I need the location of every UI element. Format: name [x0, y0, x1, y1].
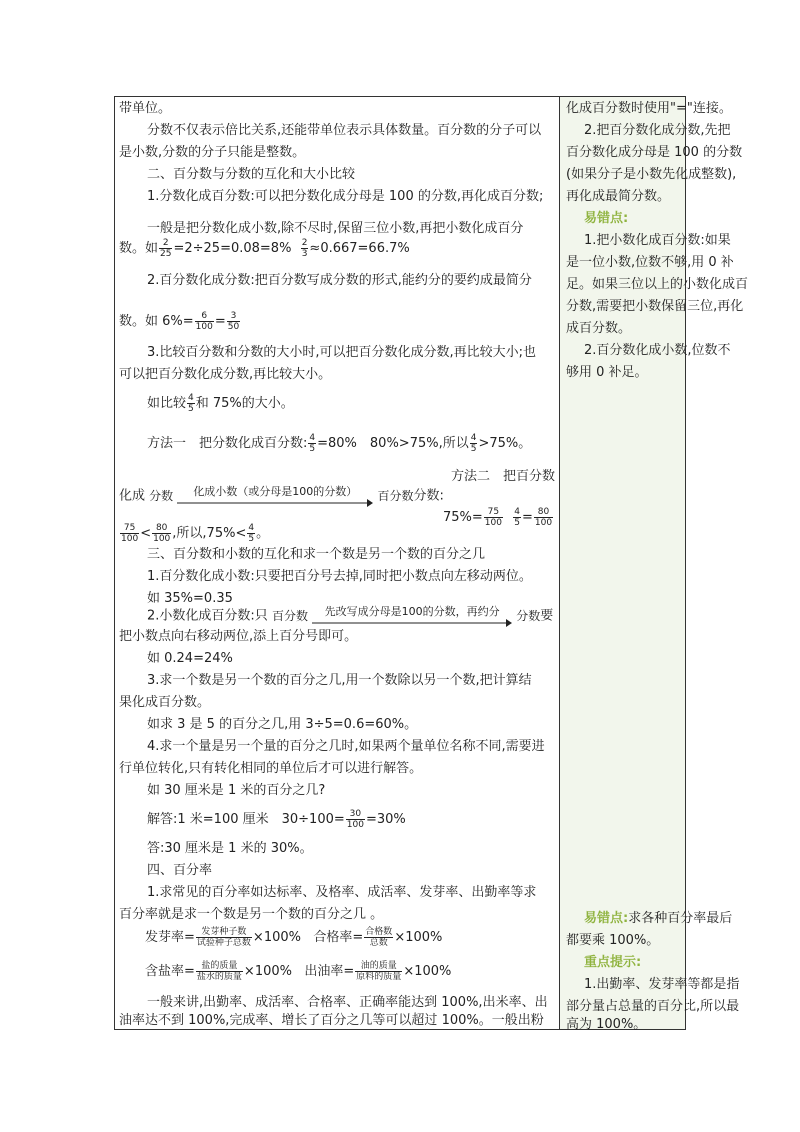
- text-line: 1.求常见的百分率如达标率、及格率、成活率、发芽率、出勤率等求: [147, 885, 537, 900]
- section-heading: 二、百分数与分数的互化和大小比较: [147, 167, 356, 182]
- text-line: 方法二 把百分数: [450, 469, 555, 484]
- text-line: 3.求一个数是另一个数的百分之几,用一个数除以另一个数,把计算结: [147, 673, 532, 688]
- note-line: 2.把百分数化成分数,先把: [584, 123, 731, 138]
- text-line: 2.小数化成百分数:只 百分数 先改写成分母是100的分数，再约分 分数要: [119, 605, 553, 627]
- text-line: 解答:1 米=100 厘米 30÷100= $\frac{30}{100}$ =30%: [147, 809, 406, 830]
- fraction: $\frac{75}{100}$: [484, 507, 502, 528]
- text-line: 果化成百分数。: [119, 695, 211, 710]
- conversion-arrow: 先改写成分母是100的分数，再约分: [312, 605, 512, 627]
- content-table: [114, 96, 749, 1032]
- text-line: 是小数,分数的分子只能是整数。: [119, 145, 306, 160]
- text-line: 数。如 6%= $\frac{6}{100}$ = $\frac{3}{50}$: [119, 311, 240, 332]
- arrow-target: 分数: [516, 609, 541, 623]
- text-line: 方法一 把分数化成百分数: $\frac{4}{5}$ =80% 80%>75%,所以 $\frac{4}{5}$ >75%。: [147, 433, 532, 454]
- note-heading: 易错点:: [584, 211, 629, 226]
- side-notes: [560, 97, 749, 1032]
- fraction: $\frac{4}{5}$: [248, 523, 255, 544]
- right-arrow-icon: [177, 499, 373, 507]
- formula-line: 发芽率= $\frac{\text{发芽种子数}}{\text{试验种子总数}}$ ×100% 合格率= $\frac{\text{合格数}}{\text{总数}}$ ×100%: [145, 927, 443, 948]
- note-line: 成百分数。: [566, 321, 632, 336]
- text-line: $\frac{75}{100}$ < $\frac{80}{100}$ ,所以,75%< $\frac{4}{5}$ 。: [121, 523, 270, 544]
- text-line: 3.比较百分数和分数的大小时,可以把百分数化成分数,再比较大小;也: [147, 345, 537, 360]
- note-line: 2.百分数化成小数,位数不: [584, 343, 731, 358]
- fraction: $\frac{\text{油的质量}}{\text{原料的质量}}$: [356, 961, 402, 982]
- fraction: $\frac{30}{100}$: [346, 809, 364, 830]
- note-line: 易错点:求各种百分率最后: [584, 911, 733, 926]
- text-line: 油率达不到 100%,完成率、增长了百分之几等可以超过 100%。一般出粉: [119, 1013, 544, 1028]
- fraction: $\frac{6}{100}$: [195, 311, 213, 332]
- note-line: 足。如果三位以上的小数化成百: [566, 277, 749, 292]
- text-line: 4.求一个量是另一个量的百分之几时,如果两个量单位名称不同,需要进: [147, 739, 545, 754]
- section-heading: 三、百分数和小数的互化和求一个数是另一个数的百分之几: [147, 547, 486, 562]
- formula-line: 含盐率= $\frac{\text{盐的质量}}{\text{盐水的质量}}$ ×100% 出油率= $\frac{\text{油的质量}}{\text{原料的质量}}$ ×100%: [145, 961, 452, 982]
- text-line: 一般是把分数化成小数,除不尽时,保留三位小数,再把小数化成百分: [147, 221, 524, 236]
- fraction: $\frac{75}{100}$: [121, 523, 139, 544]
- note-line: (如果分子是小数先化成整数),: [566, 167, 737, 182]
- text-line: 数。如 $\frac{2}{25}$ =2÷25=0.08=8% $\frac{2}{3}$ ≈0.667=66.7%: [119, 238, 410, 259]
- text-line: 把小数点向右移动两位,添上百分号即可。: [119, 629, 358, 644]
- fraction: $\frac{80}{100}$: [534, 507, 553, 528]
- text-line: 如 35%=0.35: [147, 591, 233, 606]
- note-line: 够用 0 补足。: [566, 365, 648, 380]
- text-line: 化成 分数 化成小数（或分母是100的分数） 百分数分数:: [119, 485, 444, 507]
- section-heading: 四、百分率: [147, 863, 213, 878]
- arrow-source: 分数: [149, 489, 174, 503]
- text-line: 75%= $\frac{75}{100}$ $\frac{4}{5}$ = $\frac{80}{100}$: [443, 507, 553, 528]
- text-line: 一般来讲,出勤率、成活率、合格率、正确率能达到 100%,出米率、出: [147, 995, 548, 1010]
- fraction: $\frac{2}{3}$: [301, 238, 308, 259]
- fraction: $\frac{4}{5}$: [470, 433, 477, 454]
- note-line: 是一位小数,位数不够,用 0 补: [566, 255, 734, 270]
- text-line: 1.分数化成百分数:可以把分数化成分母是 100 的分数,再化成百分数;: [147, 189, 544, 204]
- note-line: 1.出勤率、发芽率等都是指: [584, 977, 740, 992]
- text-line: 如求 3 是 5 的百分之几,用 3÷5=0.6=60%。: [147, 717, 418, 732]
- fraction: $\frac{\text{盐的质量}}{\text{盐水的质量}}$: [196, 961, 242, 982]
- fraction: $\frac{80}{100}$: [153, 523, 171, 544]
- fraction: $\frac{4}{5}$: [188, 393, 194, 414]
- text-line: 分数不仅表示倍比关系,还能带单位表示具体数量。百分数的分子可以: [147, 123, 542, 138]
- arrow-target: 百分数: [377, 489, 414, 503]
- fraction: $\frac{\text{发芽种子数}}{\text{试验种子总数}}$: [196, 927, 251, 948]
- conversion-arrow: 化成小数（或分母是100的分数）: [177, 485, 373, 507]
- fraction: $\frac{3}{50}$: [227, 311, 240, 332]
- text-line: 可以把百分数化成分数,再比较大小。: [119, 367, 332, 382]
- arrow-source: 百分数: [271, 609, 308, 623]
- text-line: 如比较 $\frac{4}{5}$ 和 75%的大小。: [147, 393, 294, 414]
- text-line: 2.百分数化成分数:把百分数写成分数的形式,能约分的要约成最简分: [147, 273, 532, 288]
- text-line: 百分率就是求一个数是另一个数的百分之几 。: [119, 907, 384, 922]
- note-heading: 易错点:: [584, 911, 629, 926]
- note-line: 化成百分数时使用"="连接。: [566, 101, 732, 116]
- note-line: 都要乘 100%。: [566, 933, 660, 948]
- text-line: 如 30 厘米是 1 米的百分之几?: [147, 783, 326, 798]
- note-line: 百分数化成分母是 100 的分数: [566, 145, 743, 160]
- fraction: $\frac{\text{合格数}}{\text{总数}}$: [365, 927, 393, 948]
- note-line: 高为 100%。: [566, 1017, 647, 1032]
- note-line: 再化成最简分数。: [566, 189, 671, 204]
- text-line: 带单位。: [119, 101, 172, 116]
- fraction: $\frac{4}{5}$: [309, 433, 316, 454]
- main-column: [115, 97, 559, 1029]
- note-line: 1.把小数化成百分数:如果: [584, 233, 731, 248]
- text-line: 答:30 厘米是 1 米的 30%。: [147, 841, 313, 856]
- text-line: 1.百分数化成小数:只要把百分号去掉,同时把小数点向左移动两位。: [147, 569, 532, 584]
- fraction: $\frac{2}{25}$: [160, 238, 172, 259]
- note-heading: 重点提示:: [584, 955, 642, 970]
- note-line: 部分量占总量的百分比,所以最: [566, 999, 740, 1014]
- text-line: 如 0.24=24%: [147, 651, 233, 666]
- note-line: 分数,需要把小数保留三位,再化: [566, 299, 744, 314]
- text-line: 行单位转化,只有转化相同的单位后才可以进行解答。: [119, 761, 423, 776]
- right-arrow-icon: [312, 619, 512, 627]
- fraction: $\frac{4}{5}$: [514, 507, 520, 528]
